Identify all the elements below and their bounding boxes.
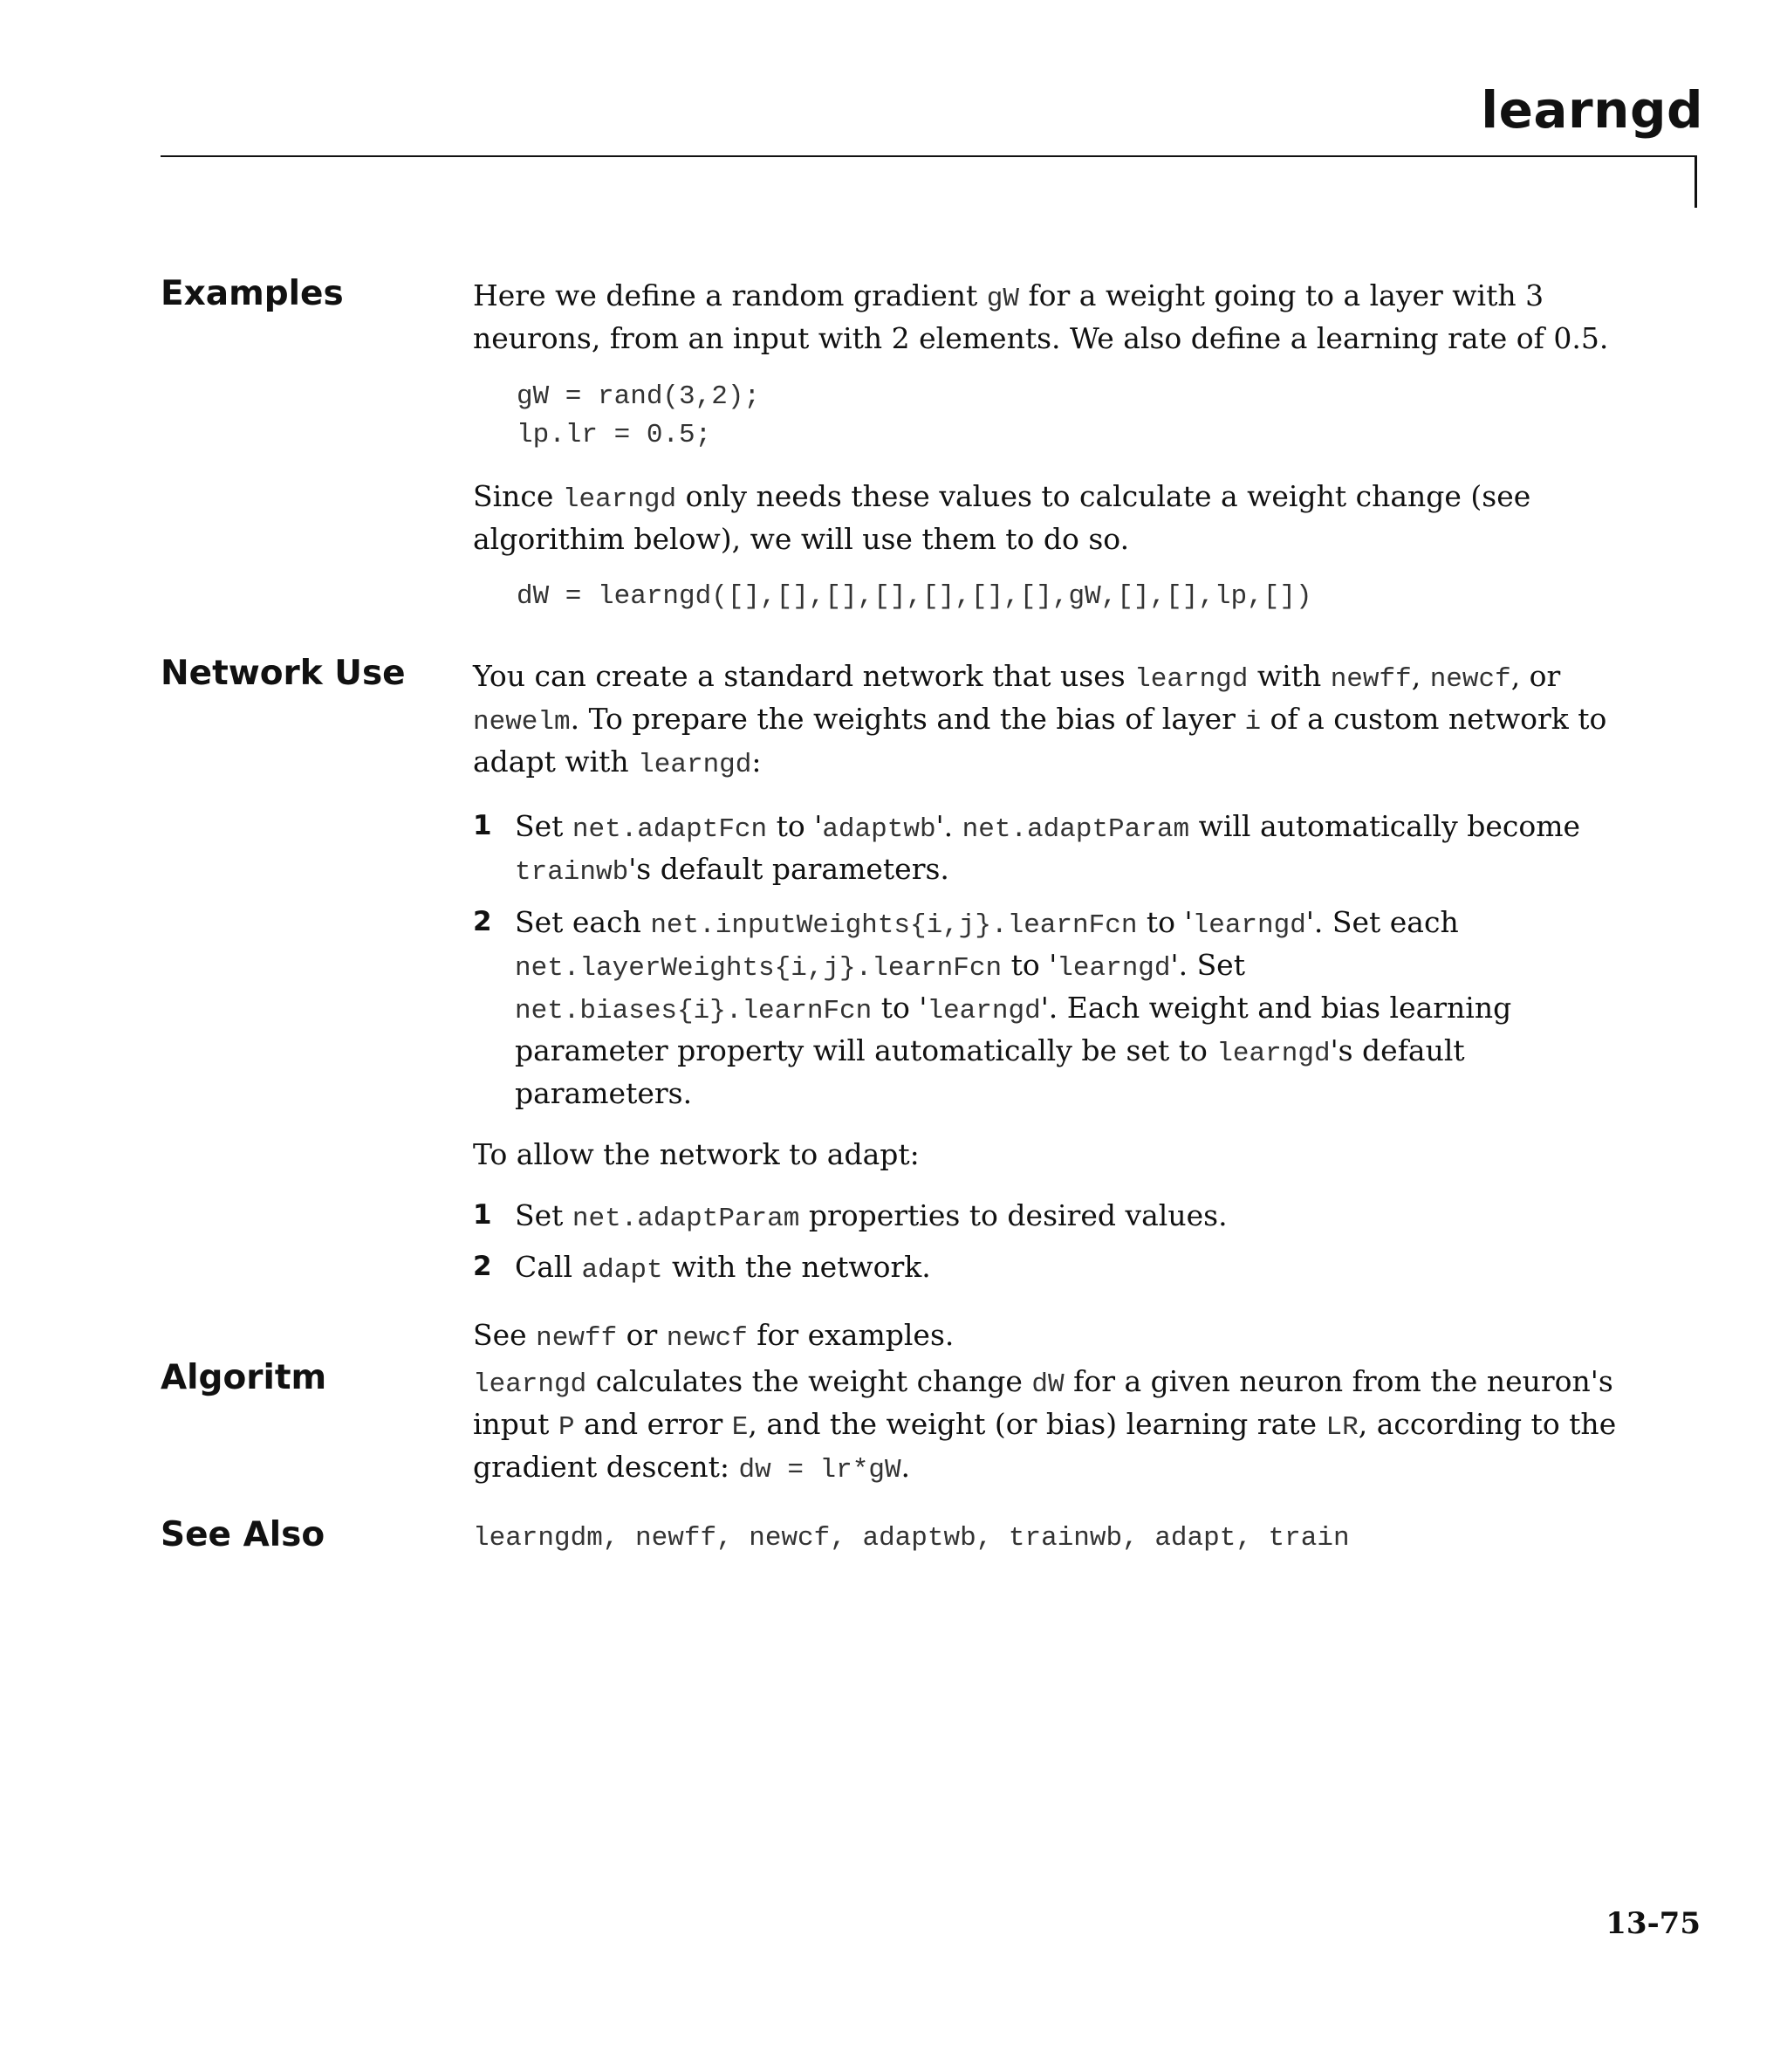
page-number: 13-75	[1606, 1906, 1701, 1941]
list-item: 2 Set each net.inputWeights{i,j}.learnFcn to 'learngd'. Set each net.layerWeights{i,j}.learnFcn to 'learngd'. Set net.biases{i}.learnFcn to 'learngd'. Each weight and bias learning parameter property will automatically be set to learngd's default parameters.	[473, 902, 1625, 1113]
section-label-see-also: See Also	[161, 1515, 325, 1554]
network-use-body	[473, 656, 1625, 1358]
examples-paragraph-2: Since learngd only needs these values to calculate a weight change (see algorithim below), we will use them to do so.	[473, 479, 1531, 556]
examples-paragraph-1: Here we define a random gradient gW for a weight going to a layer with 3 neurons, from an input with 2 elements. We also define a learning rate of 0.5.	[473, 278, 1609, 355]
network-use-paragraph-3: See newff or newcf for examples.	[473, 1318, 955, 1354]
list-item: 1 Set net.adaptParam properties to desired values.	[473, 1196, 1625, 1238]
page-title: learngd	[1481, 80, 1703, 140]
list-number: 2	[473, 1251, 492, 1282]
header-rule-corner	[1695, 155, 1697, 208]
see-also-body	[473, 1523, 1625, 1554]
network-use-paragraph-1: You can create a standard network that uses learngd with newff, newcf, or newelm. To prepare the weights and the bias of layer i of a custom network to adapt with learngd:	[473, 659, 1607, 780]
code-block-2: dW = learngd([],[],[],[],[],[],[],gW,[],[],lp,[])	[517, 581, 1312, 612]
list-item: 1 Set net.adaptFcn to 'adaptwb'. net.adaptParam will automatically become trainwb's default parameters.	[473, 806, 1625, 892]
section-label-examples: Examples	[161, 274, 344, 313]
header-rule	[161, 155, 1696, 157]
algorithm-paragraph: learngd calculates the weight change dW for a given neuron from the neuron's input P and error E, and the weight (or bias) learning rate LR, according to the gradient descent: dw = lr*gW.	[473, 1364, 1617, 1485]
list-number: 1	[473, 1199, 492, 1231]
algorithm-body	[473, 1362, 1625, 1490]
list-item: 2 Call adapt with the network.	[473, 1247, 1625, 1290]
list-number: 2	[473, 906, 492, 937]
list-number: 1	[473, 810, 492, 841]
inline-code: gW	[986, 284, 1019, 314]
section-label-network-use: Network Use	[161, 654, 406, 693]
section-label-algorithm: Algoritm	[161, 1358, 327, 1397]
code-block-1: gW = rand(3,2); lp.lr = 0.5;	[517, 381, 761, 450]
network-use-paragraph-2: To allow the network to adapt:	[473, 1137, 920, 1171]
see-also-links: learngdm, newff, newcf, adaptwb, trainwb, adapt, train	[473, 1523, 1350, 1554]
examples-body	[473, 276, 1625, 616]
inline-code: learngd	[562, 484, 677, 515]
